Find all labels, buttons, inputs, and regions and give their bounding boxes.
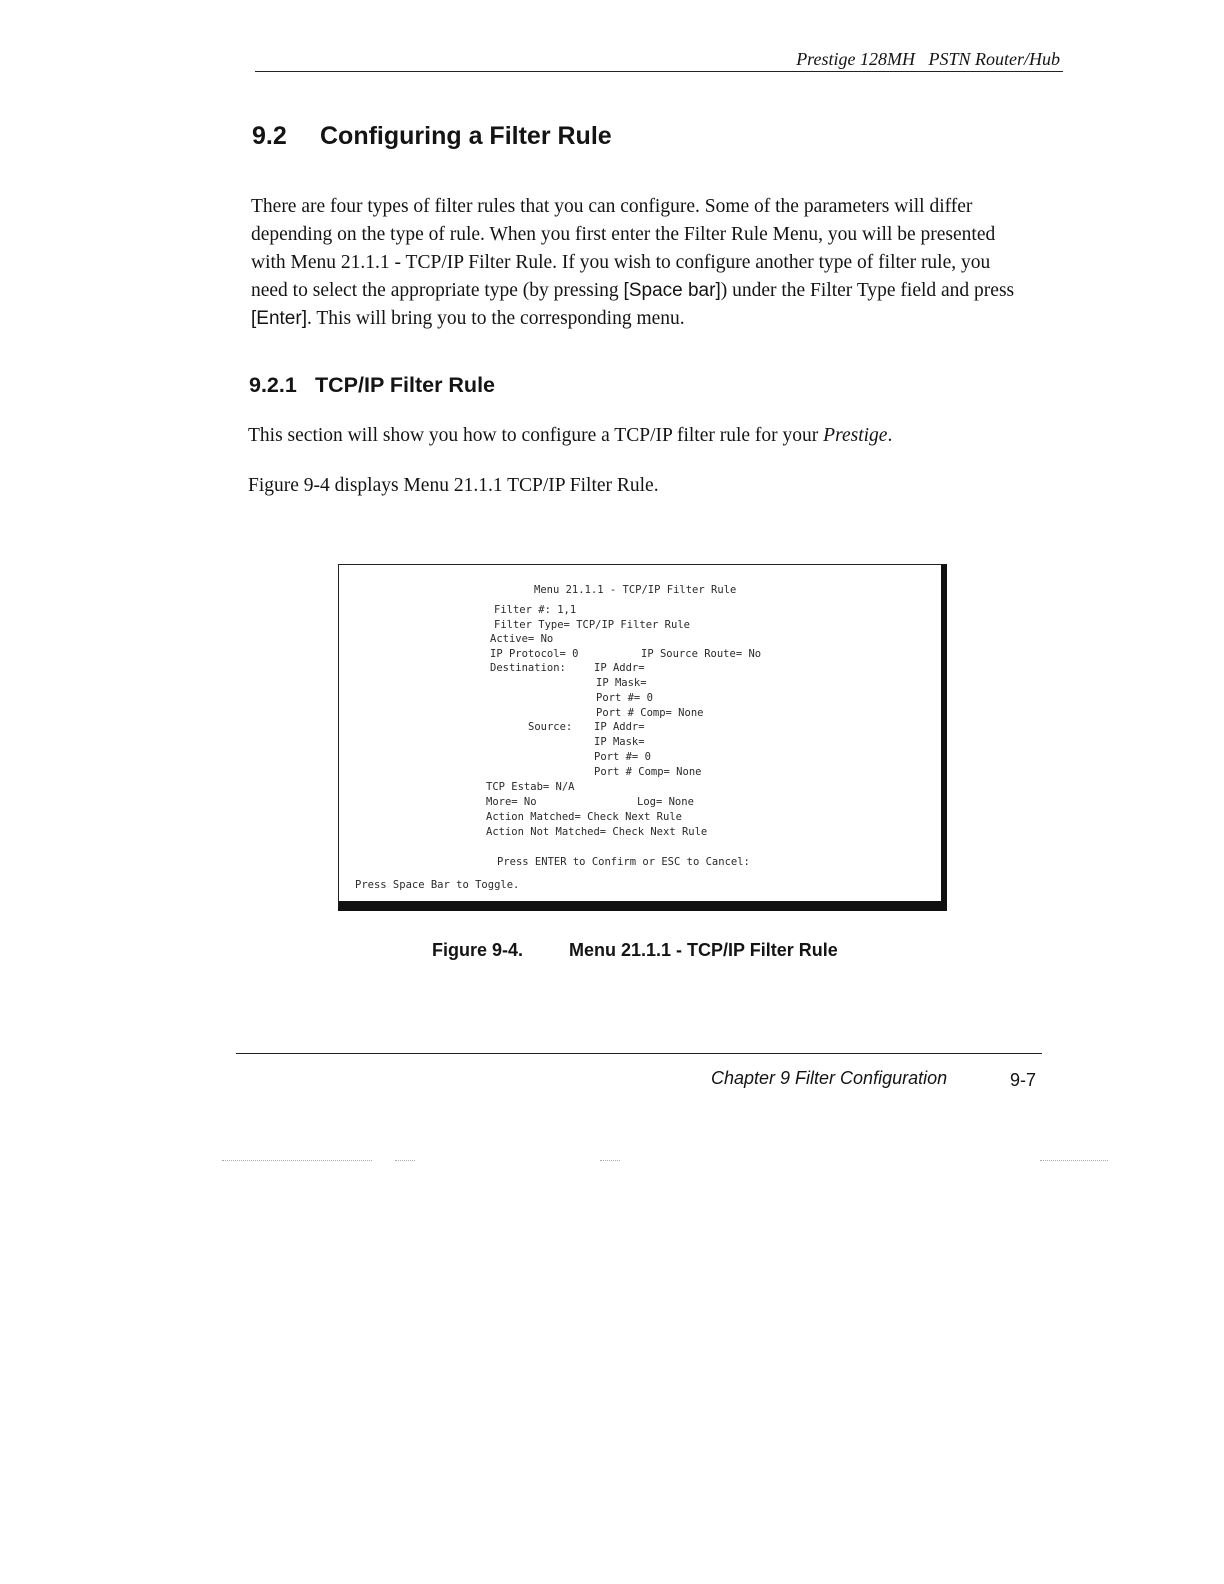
intro-text: ) under the Filter Type field and press bbox=[720, 280, 1015, 301]
intro-line bbox=[251, 305, 1061, 333]
paragraph-text: . bbox=[887, 425, 893, 446]
page-number: 9-7 bbox=[1010, 1070, 1037, 1090]
section-heading bbox=[252, 122, 612, 151]
active-field[interactable]: Active= No bbox=[490, 633, 554, 645]
source-label: Source: bbox=[528, 721, 573, 733]
log-field[interactable]: Log= None bbox=[637, 796, 694, 808]
section-paragraph bbox=[248, 425, 892, 447]
subsection-heading bbox=[249, 373, 495, 398]
intro-text: need to select the appropriate type (by pressing bbox=[251, 280, 624, 301]
scan-artifact bbox=[222, 1160, 372, 1162]
scan-artifact bbox=[600, 1160, 620, 1162]
tcp-estab-field[interactable]: TCP Estab= N/A bbox=[486, 781, 575, 793]
footer-rule bbox=[236, 1053, 1042, 1054]
src-ip-addr-field[interactable]: IP Addr= bbox=[594, 721, 645, 733]
paragraph-text: This section will show you how to configure a TCP/IP filter rule for your bbox=[248, 425, 824, 446]
section-title: Configuring a Filter Rule bbox=[320, 122, 612, 150]
action-not-matched-field[interactable]: Action Not Matched= Check Next Rule bbox=[486, 826, 708, 838]
src-port-field[interactable]: Port #= 0 bbox=[594, 751, 651, 763]
figure-title: Menu 21.1.1 - TCP/IP Filter Rule bbox=[569, 940, 838, 960]
src-port-comp-field[interactable]: Port # Comp= None bbox=[594, 766, 702, 778]
scan-artifact bbox=[395, 1160, 415, 1162]
dest-port-field[interactable]: Port #= 0 bbox=[596, 692, 653, 704]
intro-line bbox=[251, 277, 1061, 305]
filter-number-field: Filter #: 1,1 bbox=[494, 604, 577, 616]
header-rule bbox=[255, 71, 1063, 72]
space-bar-key: [Space bar] bbox=[623, 280, 721, 301]
dest-port-comp-field[interactable]: Port # Comp= None bbox=[596, 707, 704, 719]
subsection-title: TCP/IP Filter Rule bbox=[315, 373, 495, 397]
intro-text: . This will bring you to the corresponding menu. bbox=[306, 308, 685, 329]
figure-caption bbox=[432, 940, 838, 961]
destination-label: Destination: bbox=[490, 662, 566, 674]
action-matched-field[interactable]: Action Matched= Check Next Rule bbox=[486, 811, 682, 823]
more-field[interactable]: More= No bbox=[486, 796, 537, 808]
src-ip-mask-field[interactable]: IP Mask= bbox=[594, 736, 645, 748]
footer-chapter: Chapter 9 Filter Configuration bbox=[711, 1068, 948, 1088]
filter-type-field[interactable]: Filter Type= TCP/IP Filter Rule bbox=[494, 619, 690, 631]
intro-line: There are four types of filter rules that you can configure. Some of the parameters will differ bbox=[251, 196, 973, 217]
dest-ip-mask-field[interactable]: IP Mask= bbox=[596, 677, 647, 689]
menu-title: Menu 21.1.1 - TCP/IP Filter Rule bbox=[534, 584, 737, 596]
status-line: Press Space Bar to Toggle. bbox=[355, 879, 520, 891]
intro-paragraph bbox=[251, 193, 1061, 333]
product-name: Prestige bbox=[823, 425, 888, 446]
dest-ip-addr-field[interactable]: IP Addr= bbox=[594, 662, 645, 674]
intro-line: depending on the type of rule. When you first enter the Filter Rule Menu, you will be presented bbox=[251, 224, 996, 245]
ip-source-route-field[interactable]: IP Source Route= No bbox=[641, 648, 762, 660]
ip-protocol-field[interactable]: IP Protocol= 0 bbox=[490, 648, 579, 660]
enter-key: [Enter] bbox=[251, 308, 307, 329]
intro-line: with Menu 21.1.1 - TCP/IP Filter Rule. If you wish to configure another type of filter rule, you bbox=[251, 252, 991, 273]
terminal-screen bbox=[338, 564, 947, 911]
figure-number: Figure 9-4. bbox=[432, 940, 524, 960]
figure-reference: Figure 9-4 displays Menu 21.1.1 TCP/IP Filter Rule. bbox=[248, 475, 659, 496]
running-header: Prestige 128MH PSTN Router/Hub bbox=[796, 49, 1060, 69]
section-number: 9.2 bbox=[252, 122, 287, 150]
scan-artifact bbox=[1040, 1160, 1108, 1162]
confirm-prompt: Press ENTER to Confirm or ESC to Cancel: bbox=[497, 856, 750, 868]
subsection-number: 9.2.1 bbox=[249, 373, 297, 397]
